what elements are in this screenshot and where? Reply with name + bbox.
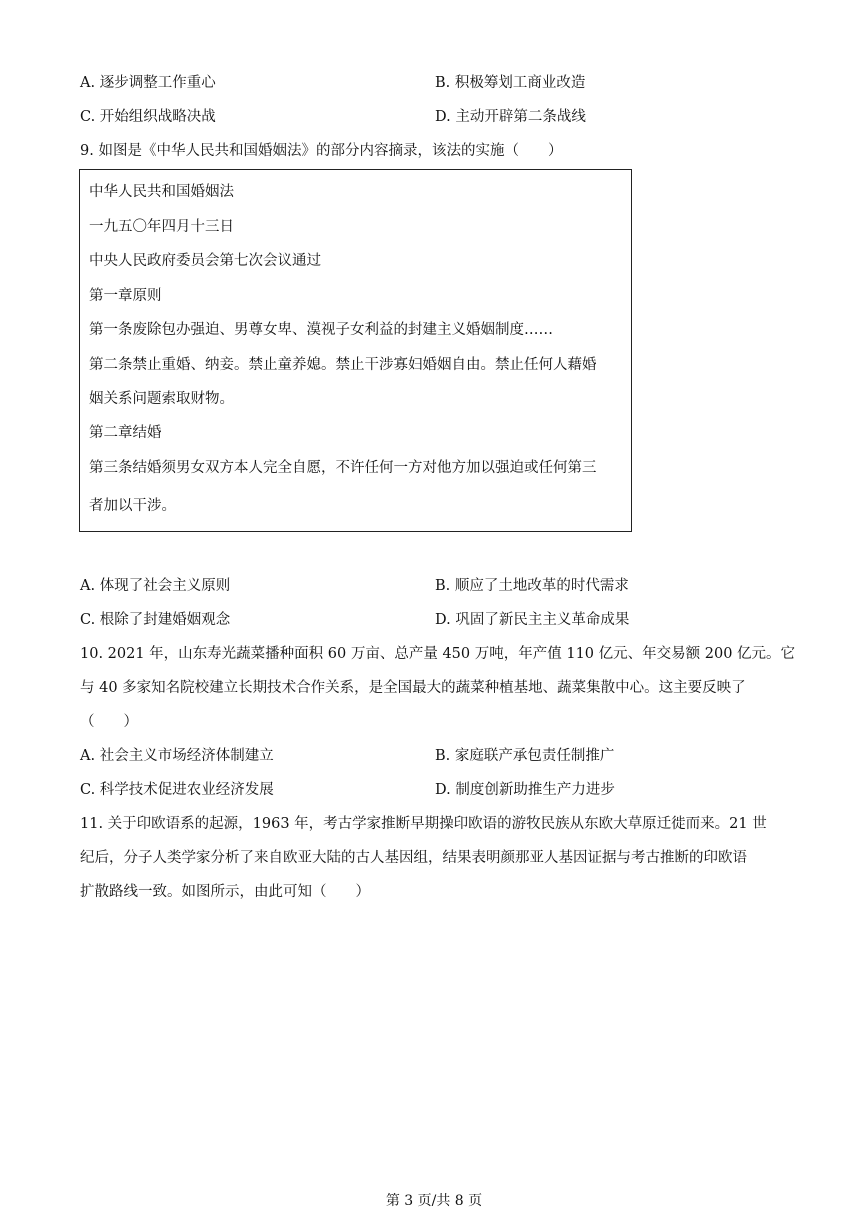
q10-stem-line-3: （ ） [80, 714, 138, 730]
q9-options-row-1 [80, 576, 800, 596]
q9-option-d: D. 巩固了新民主主义革命成果 [435, 612, 630, 628]
q8-options-row-2 [80, 107, 800, 127]
q8-option-d: D. 主动开辟第二条战线 [435, 109, 586, 125]
q11-stem-line-3: 扩散路线一致。如图所示，由此可知（ ） [80, 884, 370, 900]
q11-stem-line-1: 11. 关于印欧语系的起源，1963 年，考古学家推断早期操印欧语的游牧民族从东欧大草原迁徙而来。21 世 [80, 816, 767, 832]
excerpt-date: 一九五〇年四月十三日 [89, 219, 234, 235]
excerpt-article-1: 第一条废除包办强迫、男尊女卑、漠视子女利益的封建主义婚姻制度…… [89, 322, 553, 338]
excerpt-chapter-1: 第一章原则 [89, 288, 162, 304]
excerpt-article-2-line-2: 姻关系问题索取财物。 [89, 391, 234, 407]
q10-options-row-1 [80, 746, 800, 766]
q9-option-a: A. 体现了社会主义原则 [80, 578, 231, 594]
excerpt-article-2-line-1: 第二条禁止重婚、纳妾。禁止童养媳。禁止干涉寡妇婚姻自由。禁止任何人藉婚 [89, 357, 597, 373]
q8-option-b: B. 积极筹划工商业改造 [435, 75, 586, 91]
q9-option-b: B. 顺应了土地改革的时代需求 [435, 578, 629, 594]
q8-option-c: C. 开始组织战略决战 [80, 109, 216, 125]
q9-excerpt-box [79, 169, 632, 532]
q10-option-c: C. 科学技术促进农业经济发展 [80, 782, 274, 798]
q8-options-row-1 [80, 73, 800, 93]
q10-options-row-2 [80, 780, 800, 800]
q10-stem-line-2: 与 40 多家知名院校建立长期技术合作关系，是全国最大的蔬菜种植基地、蔬菜集散中心。这主要反映了 [80, 680, 746, 696]
excerpt-title: 中华人民共和国婚姻法 [89, 184, 234, 200]
q10-option-a: A. 社会主义市场经济体制建立 [80, 748, 274, 764]
q9-option-c: C. 根除了封建婚姻观念 [80, 612, 231, 628]
q10-stem-line-1: 10. 2021 年，山东寿光蔬菜播种面积 60 万亩、总产量 450 万吨，年产值 110 亿元、年交易额 200 亿元。它 [80, 646, 796, 662]
q11-stem-line-2: 纪后，分子人类学家分析了来自欧亚大陆的古人基因组，结果表明颜那亚人基因证据与考古推断的印欧语 [80, 850, 747, 866]
q9-options-row-2 [80, 610, 800, 630]
q10-option-d: D. 制度创新助推生产力进步 [435, 782, 615, 798]
q10-option-b: B. 家庭联产承包责任制推广 [435, 748, 615, 764]
excerpt-article-3-line-1: 第三条结婚须男女双方本人完全自愿，不许任何一方对他方加以强迫或任何第三 [89, 460, 597, 476]
q9-stem: 9. 如图是《中华人民共和国婚姻法》的部分内容摘录，该法的实施（ ） [80, 143, 563, 159]
excerpt-chapter-2: 第二章结婚 [89, 425, 162, 441]
excerpt-adopted: 中央人民政府委员会第七次会议通过 [89, 253, 321, 269]
page-number-footer: 第 3 页/共 8 页 [385, 1193, 483, 1209]
excerpt-article-3-line-2: 者加以干涉。 [89, 498, 176, 514]
q8-option-a: A. 逐步调整工作重心 [80, 75, 216, 91]
